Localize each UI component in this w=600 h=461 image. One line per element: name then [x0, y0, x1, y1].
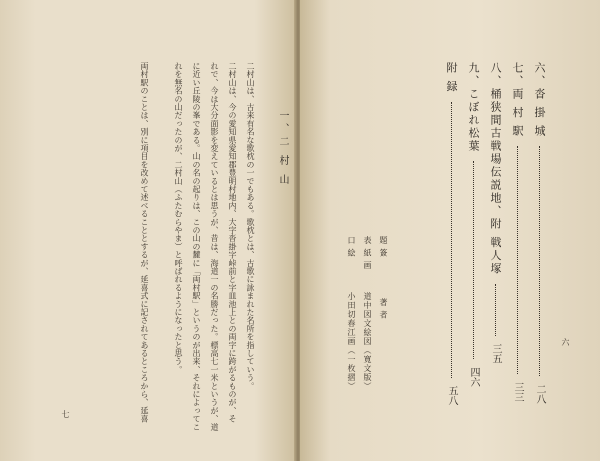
- credit-label: 表 紙 画: [363, 236, 372, 271]
- toc-entry: [508, 62, 527, 432]
- toc-label: 八、桶狭間古戦場伝説地、附 戦人塚: [489, 62, 502, 276]
- toc-leader: [539, 146, 540, 376]
- toc-page: 三三: [512, 382, 523, 403]
- body-line: 二村山は、今の愛知県愛知郡豊明村地内、大字沓掛字峠前と字皿池上との両字に跨がるものが、そ: [228, 62, 237, 423]
- left-page: [0, 0, 296, 461]
- toc-label: 附 録: [445, 62, 458, 94]
- toc-label: 七、両 村 駅: [511, 62, 524, 138]
- body-line: 二村山は、古来有名な歌枕の一でもある。歌枕とは、古歌に詠まれた名所を指していう。: [246, 62, 255, 390]
- toc-leader: [495, 284, 496, 336]
- toc-entry: [530, 62, 549, 432]
- toc-leader: [473, 161, 474, 359]
- credit-label: 口 絵: [347, 236, 356, 258]
- credit-value: 著 者: [379, 298, 388, 320]
- toc-entry: [464, 62, 483, 432]
- page-number: 六: [561, 338, 570, 346]
- page-number: 七: [61, 410, 70, 418]
- body-line: に近い丘陵の峯である。山の名の起りは、この山の麓に「両村駅」というのが出来、それによってこ: [192, 62, 201, 431]
- toc-leader: [517, 146, 518, 374]
- credit-value: 小田切春江画（一枚摺）: [347, 292, 356, 391]
- toc-entry: [486, 62, 505, 432]
- toc-page: 三五: [490, 343, 501, 364]
- credit-value: 道中図文絵図（寛文版）: [363, 292, 372, 391]
- body-line: 両村駅のことは、別に項目を改めて述べることとするが、延喜式に記されてあるところから、延喜: [140, 62, 149, 423]
- toc-label: 九、こぼれ松葉: [467, 62, 480, 153]
- toc-label: 六、沓 掛 城: [533, 62, 546, 138]
- credit-label: 題 簽: [379, 236, 388, 258]
- section-heading: 一、二 村 山: [277, 110, 288, 188]
- body-line: れで、今は大分面影を変えているとは思うが、昔は、海道一の名勝だった。標高七一米というが、道: [210, 62, 219, 431]
- body-line: れを無名の山だったのが、二村山（ふたむらやま）と呼ばれるようになったと思う。: [174, 62, 183, 374]
- toc-page: 二八: [534, 384, 545, 405]
- toc-entry: [442, 62, 461, 432]
- toc-page: 四六: [468, 367, 479, 388]
- toc-leader: [451, 102, 452, 378]
- right-page: [300, 0, 600, 461]
- toc-page: 五八: [446, 385, 457, 406]
